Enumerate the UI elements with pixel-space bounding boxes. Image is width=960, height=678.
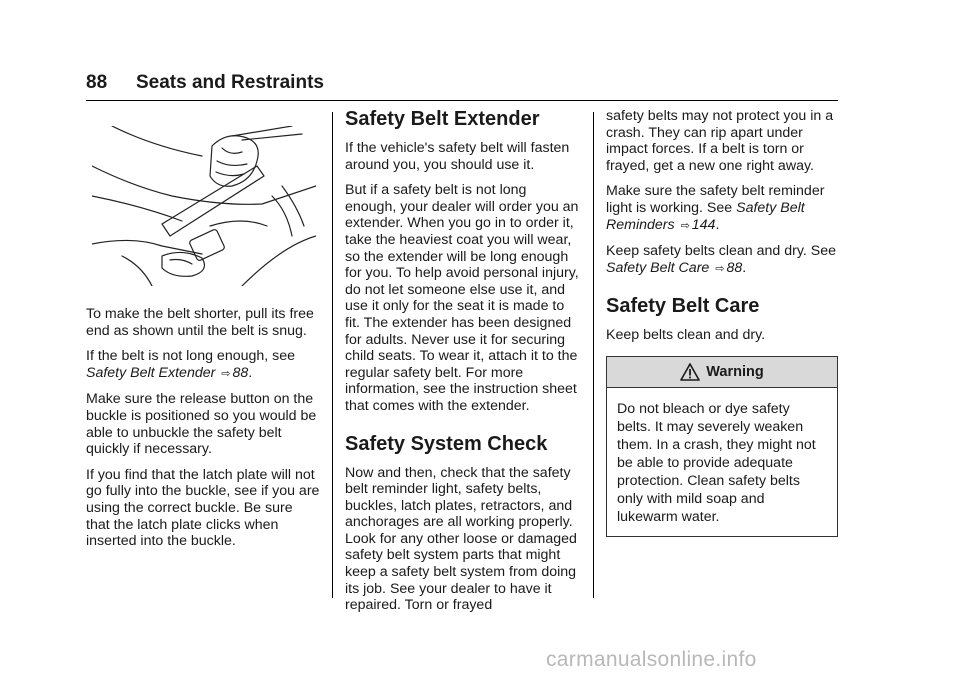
page-ref[interactable]: 144 xyxy=(691,216,716,233)
page-header xyxy=(86,70,838,101)
watermark: carmanualsonline.info xyxy=(546,648,757,671)
section-heading: Safety Belt Extender xyxy=(345,108,540,130)
column-middle xyxy=(345,108,581,623)
column-divider-left xyxy=(332,112,333,598)
page-ref-arrow-icon: ⇨ xyxy=(715,262,725,275)
paragraph-reminder-ref: Make sure the safety belt reminder light is working. See Safety Belt Reminders ⇨ 144. xyxy=(606,183,825,233)
warning-triangle-icon xyxy=(680,363,700,381)
belt-shortening-illustration-icon xyxy=(92,126,316,286)
paragraph: If the vehicle's safety belt will fasten around you, you should use it. xyxy=(345,140,570,173)
column-left xyxy=(86,126,320,559)
paragraph: safety belts may not protect you in a crash. They can rip apart under impact forces. If a belt is torn or frayed, get a new one right away. xyxy=(606,108,834,174)
page-number: 88 xyxy=(86,72,108,93)
warning-header xyxy=(607,357,837,388)
page-ref[interactable]: 88 xyxy=(232,364,249,381)
page-title: Seats and Restraints xyxy=(136,72,324,93)
paragraph-extender-ref: If the belt is not long enough, see Safety Belt Extender ⇨ 88. xyxy=(86,348,296,381)
column-divider-right xyxy=(593,112,594,598)
page-ref-arrow-icon: ⇨ xyxy=(680,219,690,232)
warning-title: Warning xyxy=(706,363,764,380)
paragraph: To make the belt shorter, pull its free end as shown until the belt is snug. xyxy=(86,306,314,339)
link-safety-belt-reminders[interactable]: Safety Belt Reminders xyxy=(606,199,805,233)
paragraph: Make sure the release button on the buckle is positioned so you would be able to unbuckle the safety belt quickly if necessary. xyxy=(86,391,317,458)
paragraph: Keep belts clean and dry. xyxy=(606,327,766,344)
section-heading: Safety Belt Care xyxy=(606,295,760,318)
warning-body: Do not bleach or dye safety belts. It may severely weaken them. In a crash, they might not be able to provide adequate protection. Clean safety belts only with mild soap and lukewarm water. xyxy=(617,400,816,525)
page-ref-arrow-icon: ⇨ xyxy=(221,367,231,380)
warning-box xyxy=(606,356,838,537)
paragraph-care-ref: Keep safety belts clean and dry. See Safety Belt Care ⇨ 88. xyxy=(606,243,837,276)
link-safety-belt-care[interactable]: Safety Belt Care xyxy=(606,259,710,276)
link-safety-belt-extender[interactable]: Safety Belt Extender xyxy=(86,364,216,381)
column-right xyxy=(606,108,838,537)
paragraph: Now and then, check that the safety belt reminder light, safety belts, buckles, latch plates, retractors, and anchorages are all working properly. Look for any other loose or damaged safety belt system parts that might keep a safety belt system from doing its job. See your dealer to have it repaired. Torn or frayed xyxy=(345,464,577,614)
paragraph: But if a safety belt is not long enough, your dealer will order you an extender. When you go in to order it, take the heaviest coat you will wear, so the extender will be long enough for you. To help avoid personal injury, do not let someone else use it, and use it only for the seat it is made to fit. The extender has been designed for adults. Never use it for securing child seats. To wear it, attach it to the regular safety belt. For more information, see the instruction sheet that comes with the extender. xyxy=(345,182,579,414)
paragraph: If you find that the latch plate will not go fully into the buckle, see if you are using the correct buckle. Be sure that the latch plate clicks when inserted into the buckle. xyxy=(86,466,320,550)
page-ref[interactable]: 88 xyxy=(726,259,743,276)
section-heading: Safety System Check xyxy=(345,432,548,455)
